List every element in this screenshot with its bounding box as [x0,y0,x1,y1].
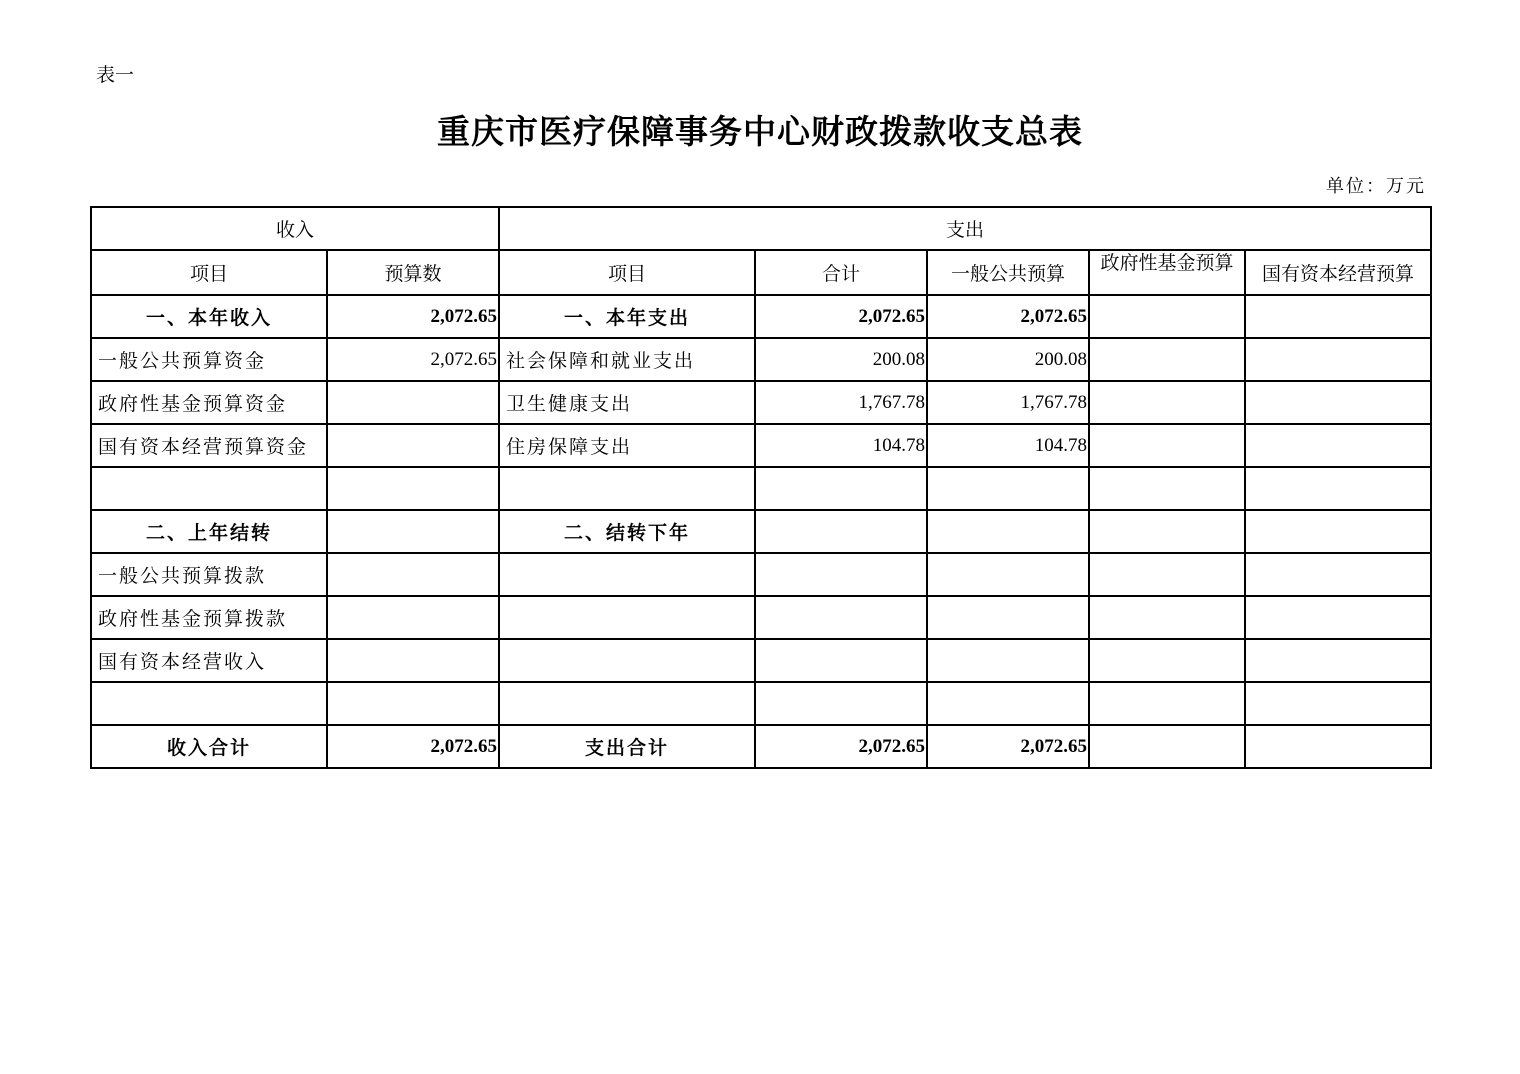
fund-budget-cell [1089,725,1245,768]
income-item-cell [91,682,327,725]
general-budget-cell [927,510,1089,553]
table-row [91,639,1431,682]
header-row-group [91,207,1431,250]
general-budget-header: 一般公共预算 [927,250,1089,295]
header-row-columns [91,250,1431,295]
table-row [91,295,1431,338]
expense-item-cell: 卫生健康支出 [499,381,755,424]
unit-label: 单位：万元 [1326,176,1426,197]
expense-item-cell [499,639,755,682]
state-capital-cell [1245,295,1431,338]
income-item-cell: 政府性基金预算拨款 [91,596,327,639]
general-budget-cell: 1,767.78 [927,381,1089,424]
state-capital-cell [1245,553,1431,596]
income-item-header: 项目 [91,250,327,295]
state-capital-cell [1245,682,1431,725]
income-item-cell: 一、本年收入 [91,295,327,338]
income-amount-cell [327,424,499,467]
expense-item-cell: 住房保障支出 [499,424,755,467]
total-cell: 2,072.65 [755,295,927,338]
general-budget-cell [927,467,1089,510]
income-item-cell: 一般公共预算资金 [91,338,327,381]
table-row [91,553,1431,596]
expense-item-cell: 二、结转下年 [499,510,755,553]
expense-item-cell: 社会保障和就业支出 [499,338,755,381]
general-budget-cell [927,553,1089,596]
state-capital-cell [1245,381,1431,424]
total-cell: 104.78 [755,424,927,467]
total-cell [755,553,927,596]
total-cell: 1,767.78 [755,381,927,424]
income-amount-cell [327,639,499,682]
table-row [91,424,1431,467]
fund-budget-header: 政府性基金预算 [1089,250,1245,295]
state-capital-header: 国有资本经营预算 [1245,250,1431,295]
general-budget-cell: 2,072.65 [927,295,1089,338]
fund-budget-cell [1089,295,1245,338]
table-row [91,596,1431,639]
state-capital-cell [1245,510,1431,553]
state-capital-cell [1245,338,1431,381]
general-budget-cell: 104.78 [927,424,1089,467]
table-row [91,725,1431,768]
total-cell [755,682,927,725]
fund-budget-cell [1089,424,1245,467]
income-amount-cell [327,596,499,639]
expense-item-cell [499,682,755,725]
expense-item-header: 项目 [499,250,755,295]
expense-item-cell [499,467,755,510]
fund-budget-cell [1089,510,1245,553]
expense-item-cell: 支出合计 [499,725,755,768]
expense-header: 支出 [499,207,1431,250]
income-amount-cell [327,510,499,553]
fund-budget-cell [1089,682,1245,725]
income-item-cell: 国有资本经营预算资金 [91,424,327,467]
fund-budget-cell [1089,467,1245,510]
income-amount-cell [327,381,499,424]
total-header: 合计 [755,250,927,295]
general-budget-cell: 2,072.65 [927,725,1089,768]
table-row [91,467,1431,510]
expense-item-cell [499,596,755,639]
general-budget-cell [927,682,1089,725]
income-header: 收入 [91,207,499,250]
income-item-cell: 政府性基金预算资金 [91,381,327,424]
table-row [91,682,1431,725]
income-amount-cell [327,682,499,725]
expense-item-cell: 一、本年支出 [499,295,755,338]
income-amount-cell [327,467,499,510]
income-amount-cell [327,553,499,596]
income-item-cell: 二、上年结转 [91,510,327,553]
general-budget-cell: 200.08 [927,338,1089,381]
income-item-cell: 收入合计 [91,725,327,768]
total-cell [755,639,927,682]
total-cell [755,510,927,553]
general-budget-cell [927,639,1089,682]
fund-budget-cell [1089,639,1245,682]
state-capital-cell [1245,639,1431,682]
expense-item-cell [499,553,755,596]
income-amount-cell: 2,072.65 [327,725,499,768]
table-row [91,338,1431,381]
budget-amount-header: 预算数 [327,250,499,295]
state-capital-cell [1245,467,1431,510]
state-capital-cell [1245,596,1431,639]
income-item-cell [91,467,327,510]
fund-budget-cell [1089,381,1245,424]
income-item-cell: 一般公共预算拨款 [91,553,327,596]
income-amount-cell: 2,072.65 [327,295,499,338]
fund-budget-cell [1089,553,1245,596]
table-row [91,510,1431,553]
state-capital-cell [1245,424,1431,467]
state-capital-cell [1245,725,1431,768]
total-cell: 200.08 [755,338,927,381]
total-cell [755,596,927,639]
fund-budget-cell [1089,596,1245,639]
table-number: 表一 [96,64,135,86]
general-budget-cell [927,596,1089,639]
page-title: 重庆市医疗保障事务中心财政拨款收支总表 [437,112,1083,151]
table-row [91,381,1431,424]
budget-table [90,206,1432,769]
fund-budget-cell [1089,338,1245,381]
total-cell [755,467,927,510]
total-cell: 2,072.65 [755,725,927,768]
income-amount-cell: 2,072.65 [327,338,499,381]
income-item-cell: 国有资本经营收入 [91,639,327,682]
